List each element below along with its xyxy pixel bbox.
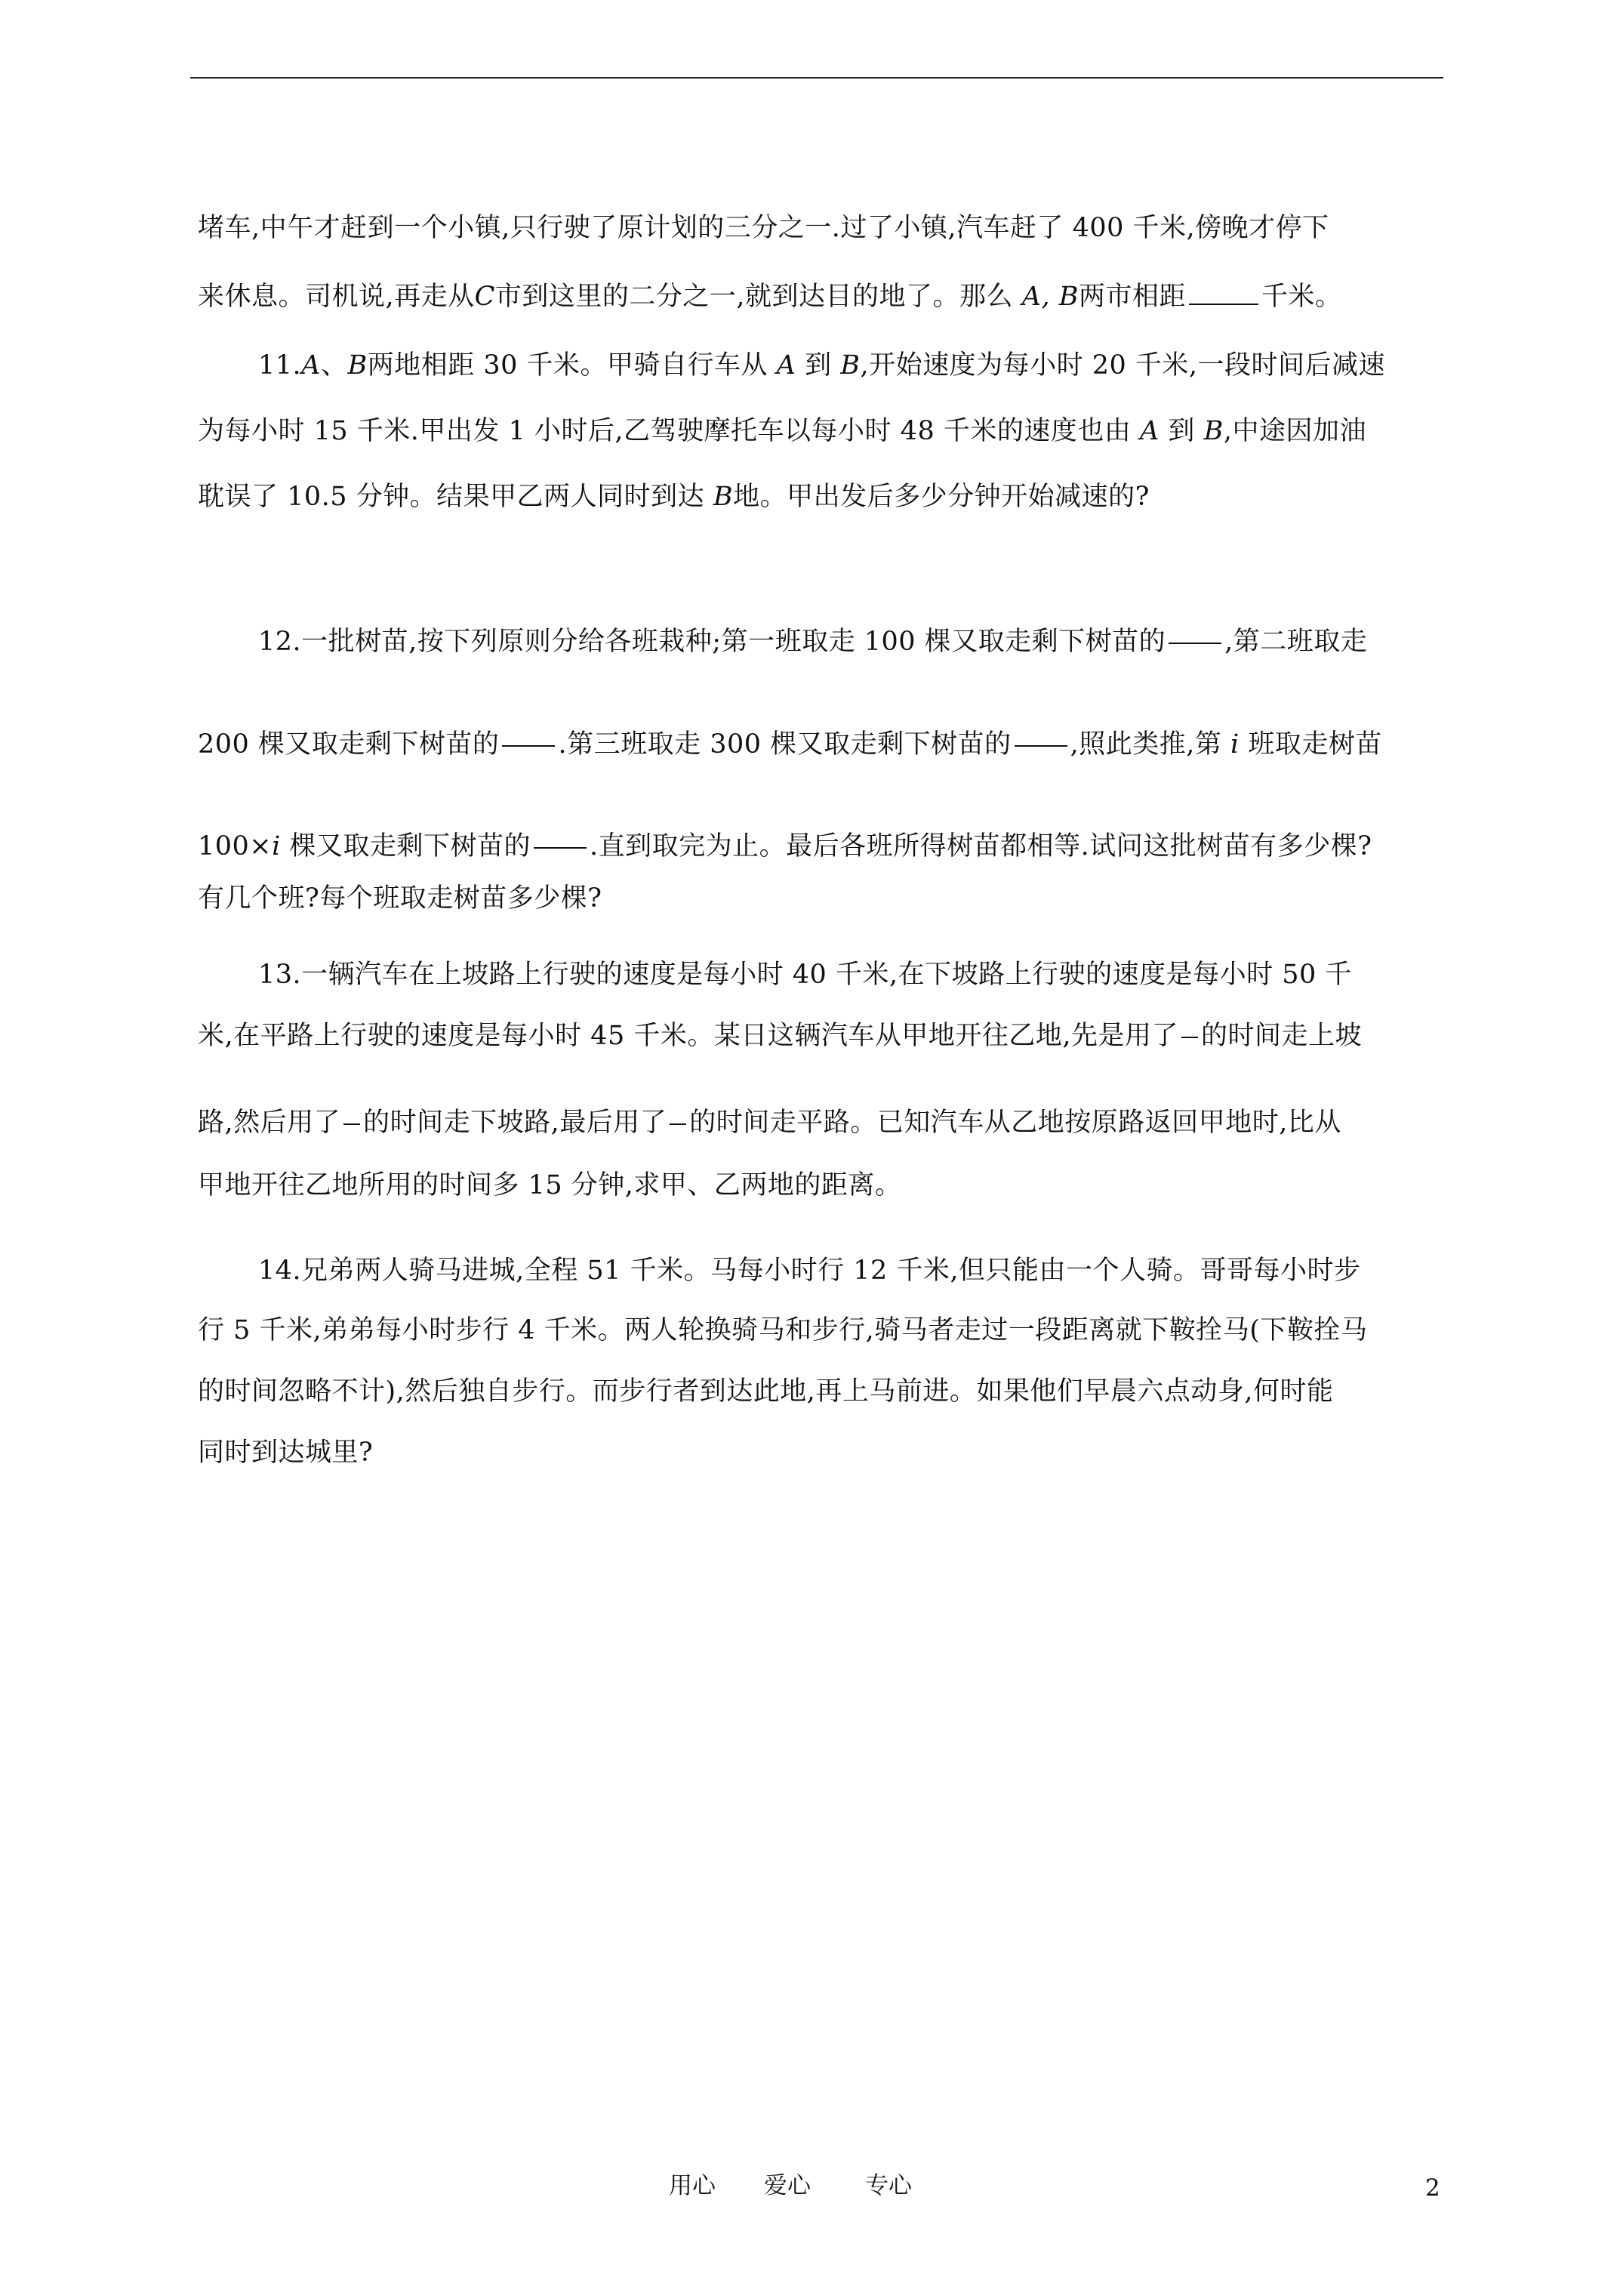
q14-line-4 (198, 1436, 373, 1469)
q13-text-2a: 米,在平路上行驶的速度是每小时 45 千米。某日这辆汽车从甲地开往乙地,先是用了 (198, 1021, 1179, 1051)
q12-text-1b: ,第二班取走 (1224, 627, 1368, 657)
q13-text-1: 13.一辆汽车在上坡路上行驶的速度是每小时 40 千米,在下坡路上行驶的速度是每小时 50 千 (258, 960, 1352, 990)
q11-line-2 (198, 415, 1366, 448)
q12-text-2b: .第三班取走 300 棵又取走剩下树苗的 (558, 729, 1012, 760)
q11-point-b-4: B (713, 482, 734, 512)
footer-motto-1: 用心 (669, 2172, 716, 2199)
q13-text-2b: 的时间走上坡 (1201, 1021, 1363, 1051)
q12-line-4 (198, 882, 602, 915)
fraction-bar (502, 745, 555, 747)
q11-point-b-3: B (1203, 416, 1224, 446)
q11-text-2b: 到 (1168, 416, 1195, 446)
footer-motto-3: 专心 (865, 2172, 912, 2199)
q13-text-3c: 的时间走平路。已知汽车从乙地按原路返回甲地时,比从 (689, 1108, 1341, 1138)
q11-text-1b: 到 (805, 350, 832, 381)
fraction-bar (534, 847, 587, 849)
intro-line-1 (198, 211, 1329, 245)
q13-text-3a: 路,然后用了 (198, 1108, 341, 1138)
q14-text-2: 行 5 千米,弟弟每小时步行 4 千米。两人轮换骑马和步行,骑马者走过一段距离就下鞍拴马(下鞍拴马 (198, 1315, 1368, 1345)
q14-text-3: 的时间忽略不计),然后独自步行。而步行者到达此地,再上马前进。如果他们早晨六点动身,何时能 (198, 1376, 1334, 1407)
answer-blank (1189, 281, 1258, 305)
q11-text-3b: 地。甲出发后多少分钟开始减速的? (733, 482, 1150, 512)
intro-text-2d: 千米。 (1261, 282, 1342, 312)
q13-line-2 (198, 1019, 1362, 1052)
q12-var-i-2: i (272, 831, 281, 861)
q12-text-3c: .直到取完为止。最后各班所得树苗都相等.试问这批树苗有多少棵? (590, 831, 1372, 861)
q13-line-3 (198, 1106, 1341, 1139)
q11-separator: 、 (320, 350, 348, 381)
intro-text-1: 堵车,中午才赶到一个小镇,只行驶了原计划的三分之一.过了小镇,汽车赶了 400 千米,傍晚才停下 (198, 213, 1329, 243)
q14-line-2 (198, 1314, 1367, 1347)
q12-text-1a: 12.一批树苗,按下列原则分给各班栽种;第一班取走 100 棵又取走剩下树苗的 (258, 627, 1166, 657)
q12-text-2a: 200 棵又取走剩下树苗的 (198, 729, 500, 760)
q11-line-1 (258, 349, 1385, 382)
fraction-bar (343, 1123, 360, 1125)
q13-text-4: 甲地开往乙地所用的时间多 15 分钟,求甲、乙两地的距离。 (198, 1170, 902, 1200)
q13-text-3b: 的时间走下坡路,最后用了 (363, 1108, 667, 1138)
q12-var-i: i (1230, 729, 1240, 760)
fraction-bar (1169, 643, 1221, 644)
q11-point-a: A (301, 350, 321, 381)
q12-line-1 (258, 625, 1367, 658)
q11-text-2c: ,中途因加油 (1223, 416, 1366, 446)
footer-motto-2: 爱心 (764, 2172, 811, 2199)
q13-line-4 (198, 1169, 901, 1202)
fraction-bar (1181, 1037, 1198, 1038)
q12-text-2d: 班取走树苗 (1248, 729, 1382, 760)
q12-line-3 (198, 830, 1372, 863)
intro-text-2c: 两市相距 (1078, 282, 1186, 312)
q13-line-1 (258, 958, 1352, 991)
intro-line-2 (198, 280, 1341, 313)
q14-text-1: 14.兄弟两人骑马进城,全程 51 千米。马每小时行 12 千米,但只能由一个人骑。哥哥每小时步 (258, 1256, 1361, 1286)
q14-line-1 (258, 1254, 1361, 1287)
fraction-bar (670, 1123, 686, 1125)
q11-text-1c: ,开始速度为每小时 20 千米,一段时间后减速 (860, 350, 1385, 381)
q11-point-b: B (347, 350, 368, 381)
city-ab-label: A, B (1021, 282, 1079, 312)
q11-point-a-3: A (1140, 416, 1160, 446)
q11-point-a-2: A (776, 350, 796, 381)
intro-text-2b: 市到这里的二分之一,就到达目的地了。那么 (494, 282, 1014, 312)
fraction-bar (1015, 745, 1067, 747)
page-number: 2 (1425, 2174, 1440, 2202)
q11-text-3a: 耽误了 10.5 分钟。结果甲乙两人同时到达 (198, 482, 705, 512)
q11-text-1a: 两地相距 30 千米。甲骑自行车从 (367, 350, 768, 381)
q11-point-b-2: B (840, 350, 861, 381)
q14-line-3 (198, 1375, 1334, 1408)
q12-text-4: 有几个班?每个班取走树苗多少棵? (198, 883, 602, 914)
q12-text-3b: 棵又取走剩下树苗的 (289, 831, 531, 861)
q11-line-3 (198, 480, 1150, 513)
q11-number: 11. (258, 350, 302, 381)
q14-text-4: 同时到达城里? (198, 1438, 374, 1468)
city-c-label: C (474, 282, 495, 312)
q12-line-2 (198, 728, 1382, 761)
q11-text-2a: 为每小时 15 千米.甲出发 1 小时后,乙驾驶摩托车以每小时 48 千米的速度也由 (198, 416, 1132, 446)
intro-text-2a: 来休息。司机说,再走从 (198, 282, 475, 312)
header-rule (190, 77, 1443, 79)
q12-text-3a: 100× (198, 831, 273, 861)
q12-text-2c: ,照此类推,第 (1070, 729, 1222, 760)
